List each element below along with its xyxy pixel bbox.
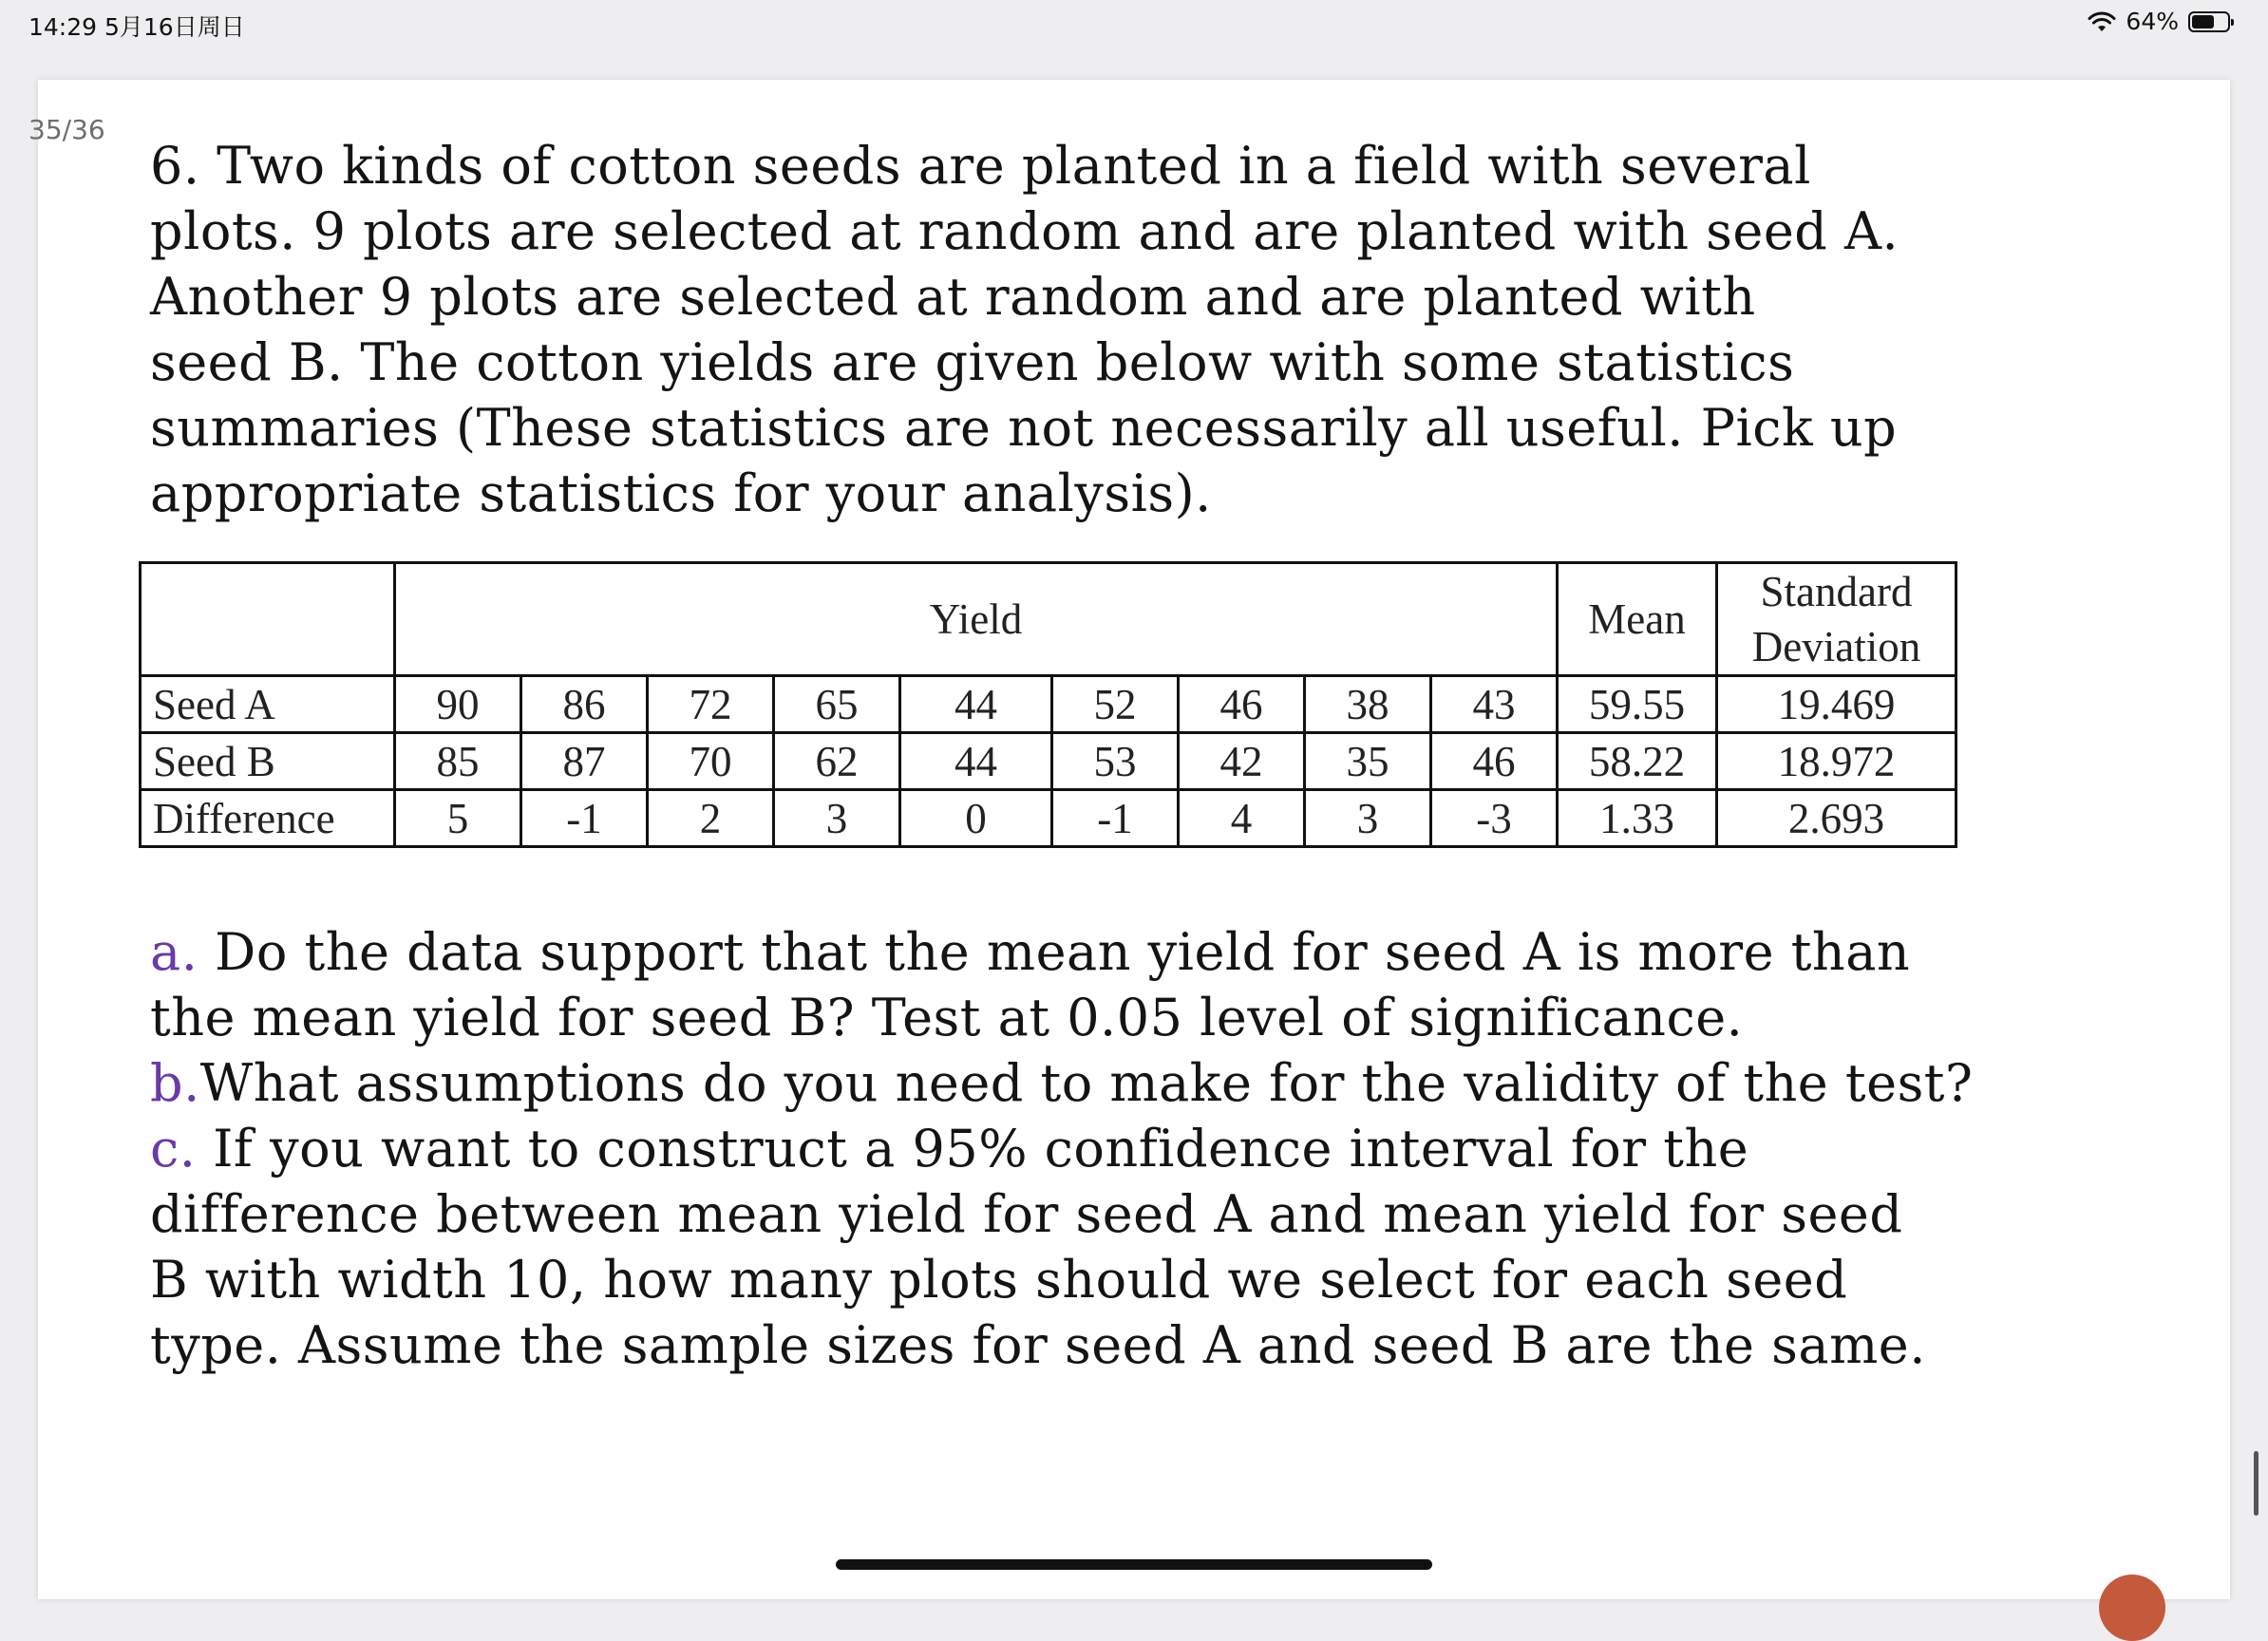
header-sd-line2: Deviation (1751, 623, 1921, 670)
status-right-group (2088, 8, 2230, 35)
yield-cell: 72 (648, 676, 774, 733)
yield-cell: 85 (395, 733, 521, 790)
yield-cell: 46 (1179, 676, 1305, 733)
yield-cell: 44 (900, 676, 1052, 733)
question-line: plots. 9 plots are selected at random and are planted with seed A. (150, 201, 1899, 261)
yield-cell: 70 (648, 733, 774, 790)
battery-fill (2192, 15, 2214, 28)
part-b-line (150, 1050, 2002, 1116)
table-row-seed-a (141, 676, 1956, 733)
mean-cell: 59.55 (1558, 676, 1717, 733)
scroll-indicator[interactable] (2254, 1451, 2259, 1516)
yield-cell: 65 (774, 676, 900, 733)
yield-cell: 87 (521, 733, 648, 790)
table-row-seed-b (141, 733, 1956, 790)
part-c-line: B with width 10, how many plots should we select for each seed (150, 1250, 1848, 1310)
row-label: Seed B (141, 733, 395, 790)
part-b-text: What assumptions do you need to make for the validity of the test? (199, 1053, 1974, 1113)
header-sd-line1: Standard (1760, 568, 1913, 615)
header-yield: Yield (395, 563, 1558, 676)
yield-cell: 4 (1179, 790, 1305, 847)
battery-icon (2188, 11, 2230, 32)
yield-cell: 2 (648, 790, 774, 847)
question-line: appropriate statistics for your analysis). (150, 463, 1212, 523)
mean-cell: 1.33 (1558, 790, 1717, 847)
wifi-icon (2088, 10, 2116, 33)
page-counter: 35/36 (28, 114, 105, 145)
yield-cell: 3 (1305, 790, 1431, 847)
mean-cell: 58.22 (1558, 733, 1717, 790)
yield-cell: 5 (395, 790, 521, 847)
part-a-line (150, 919, 2002, 985)
yield-cell: 35 (1305, 733, 1431, 790)
yield-cell: 62 (774, 733, 900, 790)
yield-cell: 44 (900, 733, 1052, 790)
yield-cell: 3 (774, 790, 900, 847)
yield-cell: 0 (900, 790, 1052, 847)
sd-cell: 2.693 (1717, 790, 1956, 847)
status-time-date: 14:29 5月16日周日 (28, 13, 245, 41)
row-label: Difference (141, 790, 395, 847)
sd-cell: 18.972 (1717, 733, 1956, 790)
question-text (150, 133, 2002, 526)
battery-percentage: 64% (2126, 8, 2179, 35)
header-standard-deviation (1717, 563, 1956, 676)
part-b-letter: b. (150, 1053, 200, 1113)
question-line: Another 9 plots are selected at random and are planted with (150, 267, 1756, 327)
part-a-text: Do the data support that the mean yield for seed A is more than (215, 922, 1911, 982)
yield-cell: 43 (1431, 676, 1558, 733)
part-c-line (150, 1116, 2002, 1181)
yield-cell: 52 (1052, 676, 1179, 733)
row-label: Seed A (141, 676, 395, 733)
yield-cell: 53 (1052, 733, 1179, 790)
part-c-line: difference between mean yield for seed A and mean yield for seed (150, 1184, 1903, 1244)
home-indicator[interactable] (836, 1559, 1432, 1570)
sd-cell: 19.469 (1717, 676, 1956, 733)
yield-cell: 86 (521, 676, 648, 733)
question-line: 6. Two kinds of cotton seeds are planted in a field with several (150, 136, 1811, 196)
part-a-line: the mean yield for seed B? Test at 0.05 level of significance. (150, 988, 1744, 1047)
question-line: seed B. The cotton yields are given below with some statistics (150, 332, 1795, 392)
yield-cell: 46 (1431, 733, 1558, 790)
yield-cell: 38 (1305, 676, 1431, 733)
sub-questions (150, 919, 2002, 1378)
part-c-line: type. Assume the sample sizes for seed A and seed B are the same. (150, 1315, 1926, 1375)
question-line: summaries (These statistics are not necessarily all useful. Pick up (150, 398, 1898, 458)
table-row-difference (141, 790, 1956, 847)
yield-table (139, 561, 1957, 848)
status-bar (0, 0, 2268, 44)
yield-cell: -3 (1431, 790, 1558, 847)
yield-cell: -1 (521, 790, 648, 847)
yield-cell: 90 (395, 676, 521, 733)
header-mean: Mean (1558, 563, 1717, 676)
yield-cell: 42 (1179, 733, 1305, 790)
yield-cell: -1 (1052, 790, 1179, 847)
part-c-text: If you want to construct a 95% confidence interval for the (213, 1119, 1749, 1179)
part-a-letter: a. (150, 922, 198, 982)
part-c-letter: c. (150, 1119, 197, 1179)
corner-floating-button[interactable] (2099, 1575, 2165, 1641)
table-header-row (141, 563, 1956, 676)
header-empty-cell (141, 563, 395, 676)
